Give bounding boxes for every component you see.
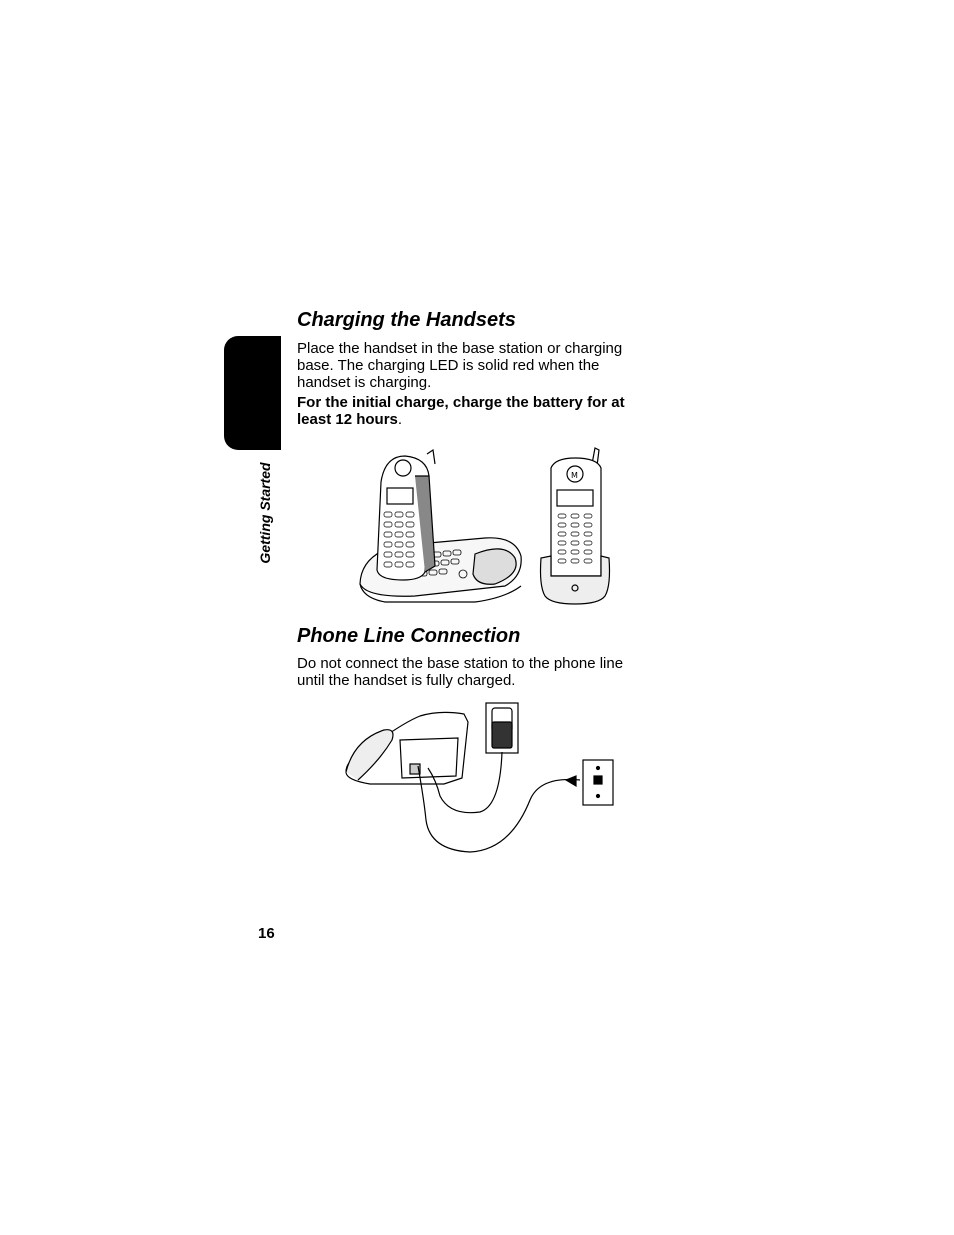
handset-in-base-illustration <box>377 450 435 580</box>
initial-charge-note-period: . <box>397 411 403 428</box>
page-number: 16 <box>258 925 275 942</box>
power-outlet-illustration <box>486 703 518 753</box>
heading-phone-line-connection: Phone Line Connection <box>297 625 521 647</box>
phone-wall-jack-illustration <box>583 760 613 805</box>
handset-in-charger-illustration <box>541 448 610 604</box>
svg-text:M: M <box>571 471 578 480</box>
phone-line-connection-illustration <box>340 700 625 860</box>
base-station-rear-illustration <box>346 712 468 784</box>
charging-instructions: Place the handset in the base station or charging base. The charging LED is solid red when the handset is charging. <box>297 340 623 391</box>
section-tab-marker <box>224 336 281 450</box>
handsets-charging-illustration <box>355 446 635 612</box>
initial-charge-note-bold: For the initial charge, charge the battery for at least 12 hours <box>297 394 625 428</box>
section-tab-label: Getting Started <box>257 462 273 564</box>
heading-charging-handsets: Charging the Handsets <box>297 309 516 331</box>
initial-charge-note <box>297 394 645 428</box>
phone-line-instructions: Do not connect the base station to the phone line until the handset is fully charged. <box>297 655 624 689</box>
